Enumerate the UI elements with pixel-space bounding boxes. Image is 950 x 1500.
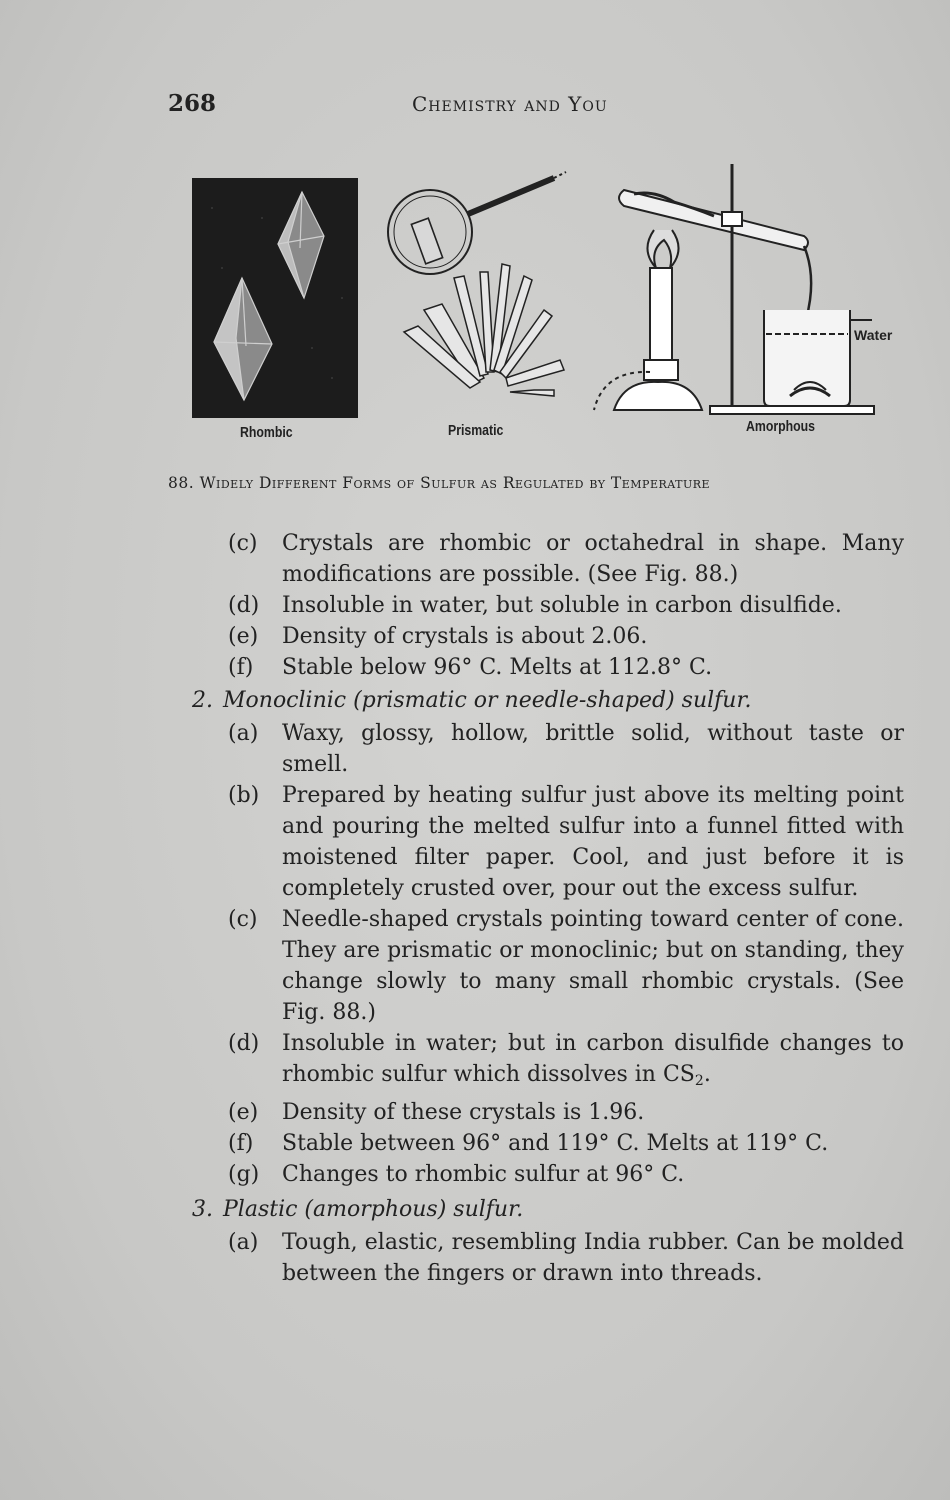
amorphous-sulfur-apparatus <box>554 160 893 420</box>
list-item <box>188 528 904 590</box>
list-item <box>188 780 904 904</box>
section-heading-plastic <box>188 1194 904 1225</box>
item-marker: (d) <box>228 1031 260 1056</box>
item-marker: (d) <box>228 593 260 618</box>
list-item <box>188 1128 904 1159</box>
subscript: 2 <box>694 1073 704 1089</box>
item-text-main: Insoluble in water; but in carbon disulfide changes to rhombic sulfur which dissolves in CS <box>282 1031 904 1087</box>
list-item <box>188 718 904 780</box>
item-text: Crystals are rhombic or octahedral in shape. Many modifications are possible. (See Fig. 88.) <box>282 531 904 587</box>
item-text: Changes to rhombic sulfur at 96° C. <box>282 1162 685 1187</box>
item-text <box>188 1028 904 1097</box>
section-number: 2. <box>192 688 213 713</box>
label-prismatic: Prismatic <box>448 422 504 439</box>
item-marker: (c) <box>228 907 258 932</box>
item-marker: (b) <box>228 783 260 808</box>
item-marker: (g) <box>228 1162 260 1187</box>
page-header <box>168 90 908 124</box>
list-item <box>188 652 904 683</box>
item-marker: (e) <box>228 624 259 649</box>
list-item <box>188 1159 904 1190</box>
list-item <box>188 590 904 621</box>
item-marker: (e) <box>228 1100 259 1125</box>
item-text: Waxy, glossy, hollow, brittle solid, without taste or smell. <box>282 721 904 777</box>
page-number: 268 <box>168 90 217 117</box>
item-text: Needle-shaped crystals pointing toward center of cone. They are prismatic or monoclinic; but on standing, they change slowly to many small rhombic crystals. (See Fig. 88.) <box>282 907 904 1025</box>
item-text: Stable between 96° and 119° C. Melts at 119° C. <box>282 1131 829 1156</box>
figure-88 <box>188 160 893 450</box>
section-title: Monoclinic (prismatic or needle-shaped) sulfur. <box>223 688 752 713</box>
item-text: Stable below 96° C. Melts at 112.8° C. <box>282 655 713 680</box>
list-item <box>188 621 904 652</box>
item-text: Density of crystals is about 2.06. <box>282 624 648 649</box>
section-title: Plastic (amorphous) sulfur. <box>223 1197 524 1222</box>
section-number: 3. <box>192 1197 213 1222</box>
item-marker: (f) <box>228 1131 254 1156</box>
item-marker: (f) <box>228 655 254 680</box>
list-item <box>188 1227 904 1289</box>
running-title: Chemistry and You <box>412 92 608 116</box>
list-item <box>188 1028 904 1097</box>
item-marker: (c) <box>228 531 258 556</box>
figure-caption: 88. Widely Different Forms of Sulfur as Regulated by Temperature <box>168 474 711 492</box>
item-text-end: . <box>703 1062 711 1087</box>
plastic-properties-list <box>188 1227 904 1289</box>
list-item <box>188 904 904 1028</box>
item-text: Tough, elastic, resembling India rubber. Can be molded between the fingers or drawn into threads. <box>282 1230 904 1286</box>
rhombic-crystals-illustration <box>192 178 358 418</box>
monoclinic-properties-list <box>188 718 904 1190</box>
item-marker: (a) <box>228 1230 259 1255</box>
body-text <box>188 528 904 1289</box>
item-marker: (a) <box>228 721 259 746</box>
label-amorphous: Amorphous <box>746 418 816 435</box>
label-rhombic: Rhombic <box>240 424 293 441</box>
item-text: Density of these crystals is 1.96. <box>282 1100 645 1125</box>
item-text: Prepared by heating sulfur just above its melting point and pouring the melted sulfur into a funnel fitted with moistened filter paper. Cool, and just before it is completely crusted over, pour out the excess sulfur. <box>282 783 904 901</box>
rhombic-properties-list <box>188 528 904 683</box>
list-item <box>188 1097 904 1128</box>
item-text: Insoluble in water, but soluble in carbon disulfide. <box>282 593 842 618</box>
label-water: Water <box>854 327 893 343</box>
section-heading-monoclinic <box>188 685 904 716</box>
